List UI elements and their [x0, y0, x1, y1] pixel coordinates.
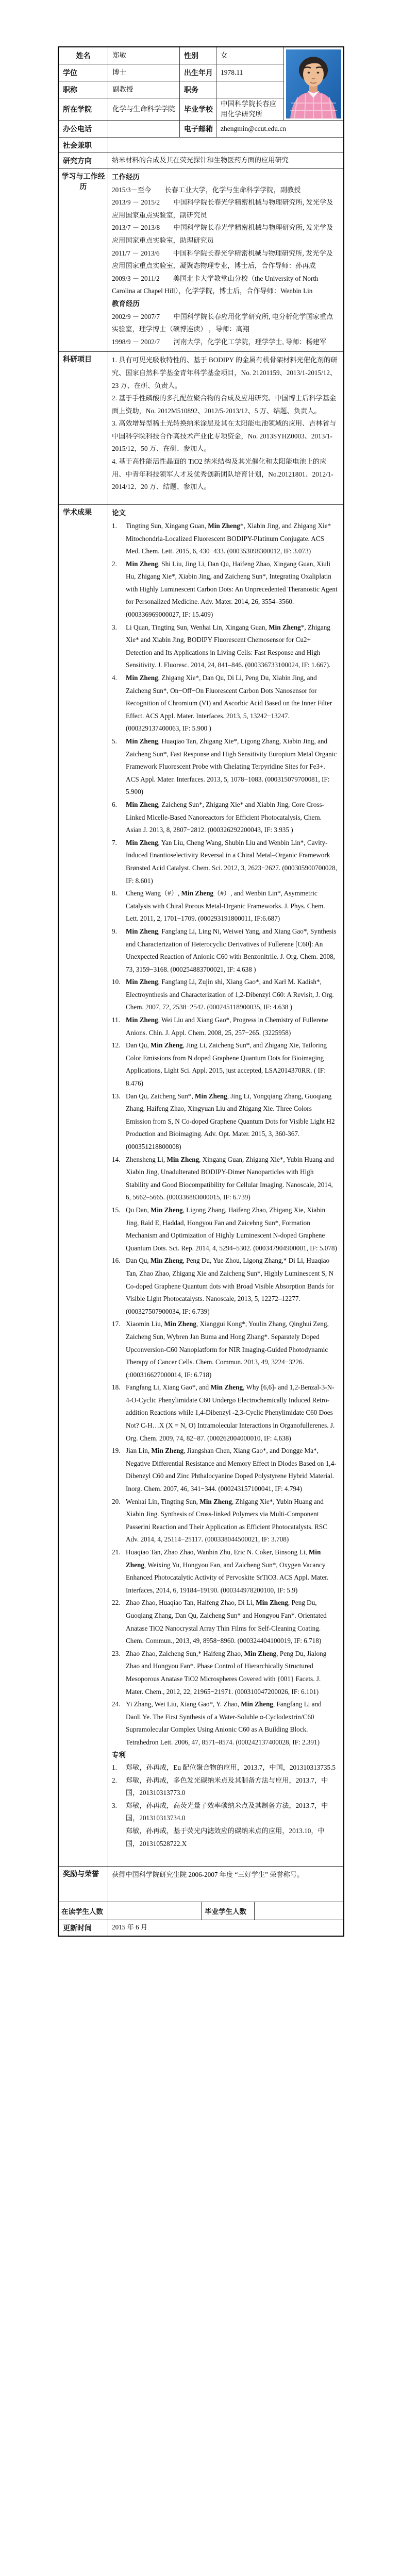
item-number: 2. [112, 560, 117, 568]
item-number: 5. [112, 737, 117, 745]
paper-item [112, 1597, 338, 1647]
item-text: Dan Qu, Min Zheng, Jing Li, Zaicheng Sun*, and Zhigang Xie, Tailoring Color Emissions from N doped Graphene Quantum Dots for Bioimaging Applications, Light Sci. Appl. 2015, just accepted, LSA2014370RR. ( IF: 8.476) [126, 1041, 327, 1088]
item-text: Yi Zhang, Wei Liu, Xiang Gao*, Y. Zhao, Min Zheng, Fangfang Li and Daoli Ye. The First Synthesis of a Water-Soluble α-Cyclodextrin/C60 Supramolecular Complex Using Anionic C60 as A Building Block. Tetrahedron Lett. 2006, 47, 8571–8574. (000242137400028, IF: 2.391) [126, 1700, 322, 1746]
personal-info-section [59, 47, 343, 137]
item-number: 7. [112, 838, 117, 846]
social-row [59, 137, 343, 152]
patents-list [112, 1761, 338, 1850]
projects-row [59, 351, 343, 504]
item-text: Min Zheng, Zhigang Xie*, Dan Qu, Di Li, Peng Du, Xiabin Jing, and Zaicheng Sun*, On−Off−On Fluorescent Carbon Dots Nanosensor for Recognition of Chromium (VI) and Ascorbic Acid Based on the Inner Filter Effect. ACS Appl. Mater. Interfaces. 2013, 5, 13242−13247. (000329137400063, IF: 5.900 ) [126, 674, 332, 733]
paper-item [112, 1318, 338, 1381]
paper-item [112, 1381, 338, 1445]
college-value: 化学与生命科学学院 [108, 98, 180, 121]
patent-item [112, 1800, 338, 1825]
item-number: 13. [112, 1092, 121, 1100]
item-number: 1. [112, 1764, 117, 1772]
item-text: Min Zheng, Wei Liu and Xiang Gao*, Progress in Chemistry of Fullerene Anions. Chin. J. Appl. Chem. 2008, 25, 257−265. (3225958) [126, 1016, 328, 1037]
research-value: 纳米材料的合成及其在荧光探针和生物医药方面的应用研究 [112, 156, 289, 164]
item-text: Zhao Zhao, Huaqiao Tan, Haifeng Zhao, Di Li, Min Zheng, Peng Du, Guoqiang Zhang, Dan Qu, Zaicheng Sun* and Hongyou Fan*. Orientated Anatase TiO2 Nanocrystal Array Thin Films for Self-Cleaning Coating. Chem. Commun., 2013, 49, 8958−8960. (000324404100019, IF: 6.718) [126, 1599, 327, 1645]
education-item: 2002/9 － 2007/7 中国科学院长春应用化学研究所, 电分析化学国家重点实验室，理学博士（硕博连读） ，导师：高翔 [112, 312, 333, 333]
item-text: Cheng Wang（#）, Min Zheng（#）, and Wenbin Lin*, Asymmetric Catalysis with Chiral Porous Metal-Organic Frameworks. J. Phys. Chem. Lett. 2011, 2, 1701−1709. (000293191800011, IF:6.687) [126, 889, 325, 923]
item-number: 12. [112, 1041, 121, 1049]
email-value: zhengmin@ccut.edu.cn [221, 125, 287, 133]
name-label: 姓名 [59, 47, 108, 64]
paper-item [112, 735, 338, 799]
name-value: 郑敏 [108, 47, 180, 64]
item-text: Min Zheng, Yan Liu, Cheng Wang, Shubin Liu and Wenbin Lin*, Cavity-Induced Enantioselectivity Reversal in a Chiral Metal–Organic Framework Brønsted Acid Catalyst. Chem. Sci. 2012, 3, 2623−2627. (000305900700028, IF: 8.601) [126, 838, 338, 885]
students-graduated-value [255, 1902, 343, 1920]
paper-item [112, 1090, 338, 1154]
achievements-label: 学术成果 [59, 505, 108, 1866]
paper-item [112, 925, 338, 976]
patent-item [112, 1761, 338, 1774]
work-history-item: 2011/7 － 2013/6 中国科学院长春光学精密机械与物理研究所, 发光学及应用国家重点实验室，凝聚态物理专业，博士后，合作导师：孙再成 [112, 249, 333, 270]
education-item: 1998/9 － 2002/7 河南大学，化学化工学院，理学学士, 导师：杨建军 [112, 337, 327, 346]
photo-cell [284, 47, 343, 121]
updated-label: 更新时间 [59, 1920, 108, 1936]
item-text: Xiaomin Liu, Min Zheng, Xianggui Kong*, Youlin Zhang, Qinghui Zeng, Zaicheng Sun, Wybren Jan Buma and Hong Zhang*. Separately Doped Upconversion-C60 Nanoplatform for NIR Imaging-Guided Photodynamic Therapy of Cancer Cells. Chem. Commun. 2013, 49, 3224−3226. (:000316627000014, IF: 6.718) [126, 1320, 329, 1379]
projects-label: 科研项目 [59, 352, 108, 504]
item-text: Min Zheng, Fangfang Li, Zujin shi, Xiang Gao*, and Karl M. Kadish*, Electroynthesis and Characterization of 1,2-Dibenzyl C60: A Revisit, J. Org. Chem. 2007, 72, 2538−2542. (000245118900035, IF: 4.638 ) [126, 978, 334, 1011]
projects-content [108, 352, 343, 504]
project-item: 3. 高效增异型稀土光转换纳米涂层及其在太阳能电池领域的应用、吉林省与中国科学院科技合作高技术产业化专项资金，No. 2013SYHZ0003、2013/1-2015/12，50 万、在研、参加人。 [112, 419, 337, 453]
item-text: 郑敏，孙再成，基于荧光内滤效应的碳纳米点的应用，2013.10，中国，201310528722.X [126, 1827, 325, 1848]
position-value [216, 81, 284, 98]
work-history-item: 2013/7 － 2013/8 中国科学院长春光学精密机械与物理研究所, 发光学及应用国家重点实验室，助理研究员 [112, 224, 333, 244]
item-text: Tingting Sun, Xingang Guan, Min Zheng*, Xiabin Jing, and Zhigang Xie* Mitochondria-Localized Fluorescent BODIPY-Platinum Conjugate. ACS Med. Chem. Lett. 2015, 6, 430−433. (000353098300012, IF: 3.073) [126, 521, 331, 555]
item-number: 1. [112, 521, 117, 530]
students-graduated-label: 毕业学生人数 [201, 1902, 255, 1920]
work-history-list [112, 184, 338, 298]
patents-header: 专利 [112, 1751, 126, 1759]
papers-list [112, 520, 338, 1749]
patent-item [112, 1825, 338, 1850]
birth-value: 1978.11 [216, 64, 284, 81]
experience-label: 学习与工作经历 [59, 169, 108, 351]
paper-item [112, 1546, 338, 1597]
paper-item [112, 1204, 338, 1255]
achievements-row [59, 504, 343, 1866]
work-history-item: 2013/9 － 2015/2 中国科学院长春光学精密机械与物理研究所, 发光学及应用国家重点实验室，副研究员 [112, 198, 333, 219]
updated-value: 2015 年 6 月 [112, 1923, 148, 1931]
item-text: 郑敏，孙再成，多色发光碳纳米点及其制备方法与应用，2013.7，中国，201310313773.0 [126, 1776, 328, 1797]
students-current-label: 在读学生人数 [59, 1902, 108, 1920]
project-item: 4. 基于高性能活性晶面的 TiO2 纳米结构及其光催化和太阳能电池上的应用、中青年科技领军人才及优秀创新团队培育计划，No.20121801、2012/1-2014/12、20 万、结题、参加人。 [112, 457, 333, 491]
phone-value [108, 121, 180, 137]
paper-item [112, 558, 338, 621]
social-label: 社会兼职 [59, 138, 108, 152]
grad-school-label: 毕业学校 [180, 98, 216, 121]
item-number: 9. [112, 927, 117, 935]
item-text: Dan Qu, Zaicheng Sun*, Min Zheng, Jing Li, Yongqiang Zhang, Guoqiang Zhang, Haifeng Zhao, Xingyuan Liu and Zhigang Xie. Three Colors Emission from S, N Co-doped Graphene Quantum Dots for Visible Light H2 Production and Bioimaging. Adv. Opt. Mater. 2015, 3, 360-367. (000351218800008) [126, 1092, 335, 1150]
item-number: 6. [112, 800, 117, 808]
paper-item [112, 887, 338, 925]
item-number [112, 1825, 126, 1850]
paper-item [112, 1496, 338, 1546]
education-header: 教育经历 [112, 299, 140, 308]
item-number: 21. [112, 1548, 121, 1556]
awards-value: 获得中国科学院研究生院 2006-2007 年度 “三好学生” 荣誉称号。 [112, 1871, 304, 1879]
paper-item [112, 1698, 338, 1749]
students-current-value [108, 1902, 201, 1920]
item-number: 10. [112, 978, 121, 986]
paper-item [112, 672, 338, 735]
title-label: 职称 [59, 81, 108, 98]
research-label: 研究方向 [59, 153, 108, 168]
project-item: 2. 基于手性磷酸的多孔配位聚合物的合成及应用研究、中国博士后科学基金面上资助，No. 2012M510892、2012/5-2013/12、5 万、结题、负责人。 [112, 394, 337, 415]
paper-item [112, 1154, 338, 1204]
phone-label: 办公电话 [59, 121, 108, 137]
item-text: Min Zheng, Zaicheng Sun*, Zhigang Xie* and Xiabin Jing, Core Cross-Linked Micelle-Based Nanoreactors for Efficient Photocatalysis, Chem. Asian J. 2013, 8, 2807−2812. (000326292200043, IF: 3.935 ) [126, 800, 324, 834]
work-history-header: 工作经历 [112, 173, 140, 181]
item-number: 23. [112, 1649, 121, 1657]
paper-item [112, 1039, 338, 1090]
work-history-item: 2015/3－至今 长春工业大学，化学与生命科学学院，副教授 [112, 185, 301, 194]
email-label: 电子邮箱 [180, 121, 216, 137]
updated-row [59, 1920, 343, 1936]
grad-school-value: 中国科学院长春应用化学研究所 [216, 98, 284, 121]
item-number: 18. [112, 1383, 121, 1392]
experience-row [59, 168, 343, 351]
college-label: 所在学院 [59, 98, 108, 121]
item-number: 4. [112, 674, 117, 682]
item-number: 16. [112, 1257, 121, 1265]
item-text: Zhao Zhao, Zaicheng Sun,* Haifeng Zhao, Min Zheng, Peng Du, Jialong Zhao and Hongyou Fan*. Phase Control of Hierarchically Structured Mesoporous Anatase TiO2 Microspheres Covered with {001} Facets. J. Mater. Chem., 2012, 22, 21965−21971. (000310047200026, IF: 6.101) [126, 1649, 327, 1696]
paper-item [112, 1445, 338, 1495]
paper-item [112, 1014, 338, 1039]
item-text: Min Zheng, Fangfang Li, Ling Ni, Weiwei Yang, and Xiang Gao*, Synthesis and Characterization of Heterocyclic Derivatives of Fullerene [C60]: An Unexpected Reaction of Anionic C60 with Benzonitrile. J. Org. Chem. 2008, 73, 3159−3168. (000254883700021, IF: 4.638 ) [126, 927, 337, 973]
item-text: Qu Dan, Min Zheng, Ligong Zhang, Haifeng Zhao, Zhigang Xie, Xiabin Jing, Raid E, Haddad, Hongyou Fan and Zaicehng Sun*, Formation Mechanism and Optimization of Highly Luminescent N-doped Graphene Quantum Dots. Sci. Rep. 2014, 4, 5294–5302. (000347904900001, IF: 5.078) [126, 1206, 337, 1252]
paper-item [112, 1255, 338, 1318]
item-number: 11. [112, 1016, 120, 1024]
awards-label: 奖励与荣誉 [59, 1867, 108, 1902]
paper-item [112, 837, 338, 887]
item-number: 17. [112, 1320, 121, 1328]
patent-item [112, 1774, 338, 1800]
papers-header: 论文 [112, 509, 126, 517]
item-text: Wenhai Lin, Tingting Sun, Min Zheng, Zhigang Xie*, Yubin Huang and Xiabin Jing. Synthesis of Cross-linked Polymers via Multi-Component Passerini Reaction and Their Application as Efficient Photocatalysts. RSC Adv. 2014, 4, 25114−25117. (000338044500021, IF: 3.708) [126, 1497, 328, 1544]
item-number: 15. [112, 1206, 121, 1214]
birth-label: 出生年月 [180, 64, 216, 81]
item-number: 24. [112, 1700, 121, 1708]
degree-label: 学位 [59, 64, 108, 81]
item-number: 19. [112, 1447, 121, 1455]
item-text: 郑敏，孙再成，高荧光量子效率碳纳米点及其制备方法，2013.7，中国，201310313734.0 [126, 1801, 328, 1822]
item-number: 3. [112, 1801, 117, 1809]
project-item: 1. 具有可见光吸收特性的、基于 BODIPY 的金属有机骨架材料光催化剂的研究、国家自然科学基金青年科学基金项目，No. 21201159、2013/1-2015/12、23 万、在研、负责人。 [112, 356, 338, 389]
social-value [108, 138, 343, 152]
item-number: 22. [112, 1599, 121, 1607]
paper-item [112, 621, 338, 672]
item-number: 14. [112, 1155, 121, 1163]
item-text: Dan Qu, Min Zheng, Peng Du, Yue Zhou, Ligong Zhang,* Di Li, Huaqiao Tan, Zhao Zhao, Zhigang Xie and Zaicheng Sun*, Highly Luminescent S, N Co-doped Graphene Quantum dots with Broad Visible Absorption Bands for Visible Light Photocatalysts. Nanoscale, 2013, 5, 12272–12277. (000327507900034, IF: 6.739) [126, 1257, 334, 1315]
experience-content [108, 169, 343, 351]
research-row [59, 152, 343, 168]
item-text: Li Quan, Tingting Sun, Wenhai Lin, Xingang Guan, Min Zheng*, Zhigang Xie* and Xiabin Jing, BODIPY Fluorescent Chemosensor for Cu2+ Detection and Its Applications in Living Cells: Fast Response and High Sensitivity. J. Fluoresc. 2014, 24, 841–846. (000336733100024, IF: 1.667). [126, 623, 331, 669]
paper-item [112, 520, 338, 558]
gender-value: 女 [216, 47, 284, 64]
item-text: Fangfang Li, Xiang Gao*, and Min Zheng, Why [6,6]- and 1,2-Benzal-3-N-4-O-Cyclic Phenylimidate C60 Undergo Electrochemically Induced Retro-addition Reactions while 1,4-Dibenzyl -2,3-Cyclic Phenylimidate C60 Does Not? C-H…X (X = N, O) Intramolecular Interactions in Organofullerenes. J. Org. Chem. 2009, 74, 82−87. (000262004000010, IF: 4.638) [126, 1383, 335, 1442]
paper-item [112, 976, 338, 1014]
item-text: Min Zheng, Shi Liu, Jing Li, Dan Qu, Haifeng Zhao, Xingang Guan, Xiuli Hu, Zhigang Xie*, Xiabin Jing, and Zaicheng Sun*, Integrating Oxaliplatin with Highly Luminescent Carbon Dots: An Unprecedented Theranostic Agent for Personalized Medicine. Adv. Mater. 2014, 26, 3554–3560. (000336969000027, IF: 15.409) [126, 560, 338, 619]
item-number: 20. [112, 1497, 121, 1505]
paper-item [112, 1648, 338, 1698]
gender-label: 性别 [180, 47, 216, 64]
degree-value: 博士 [108, 64, 180, 81]
item-number: 8. [112, 889, 117, 897]
cv-table [58, 46, 344, 1937]
position-label: 职务 [180, 81, 216, 98]
portrait-photo [286, 49, 341, 118]
item-number: 3. [112, 623, 117, 631]
awards-row [59, 1866, 343, 1902]
item-text: Jian Lin, Min Zheng, Jiangshan Chen, Xiang Gao*, and Dongge Ma*, Negative Differential Resistance and Memory Effect in Diodes Based on 1,4-Dibenzyl C60 and Zinc Phthalocyanine Doped Polystyrene Hybrid Material. Inorg. Chem. 2007, 46, 341−344. (000243157100041, IF: 4.794) [126, 1447, 337, 1493]
item-text: Zhensheng Li, Min Zheng, Xingang Guan, Zhigang Xie*, Yubin Huang and Xiabin Jing, Unadulterated BODIPY-Dimer Nanoparticles with High Stability and Good Biocompatibility for Cellular Imaging. Nanoscale, 2014, 6, 5662–5665. (000336883000015, IF: 6.739) [126, 1155, 334, 1201]
achievements-content [108, 505, 343, 1866]
item-number: 2. [112, 1776, 117, 1784]
item-text: Min Zheng, Huaqiao Tan, Zhigang Xie*, Ligong Zhang, Xiabin Jing, and Zaicheng Sun*, Fast Response and High Sensitivity Europium Metal Organic Framework Fluorescent Probe with Chelating Terpyridine Sites for Fe3+. ACS Appl. Mater. Interfaces. 2013, 5, 1078−1083. (000315079700081, IF: 5.900) [126, 737, 337, 796]
students-row [59, 1902, 343, 1920]
work-history-item: 2009/3 － 2011/2 美国北卡大学教堂山分校（the University of North Carolina at Chapel Hill），化学学院，博士后，合作导师：Wenbin Lin [112, 274, 319, 295]
title-value: 副教授 [108, 81, 180, 98]
education-list [112, 311, 338, 349]
paper-item [112, 799, 338, 837]
item-text: Huaqiao Tan, Zhao Zhao, Wanbin Zhu, Eric N. Coker, Binsong Li, Min Zheng, Weixing Yu, Hongyou Fan, and Zaicheng Sun*, Oxygen Vacancy Enhanced Photocatalytic Activity of Pervoskite SrTiO3. ACS Appl. Mater. Interfaces, 2014, 6, 19184–19190. (000344978200100, IF: 5.9) [126, 1548, 329, 1594]
item-text: 郑敏，孙再成，Eu 配位聚合物的应用，2013.7，中国，201310313735.5 [126, 1764, 336, 1772]
